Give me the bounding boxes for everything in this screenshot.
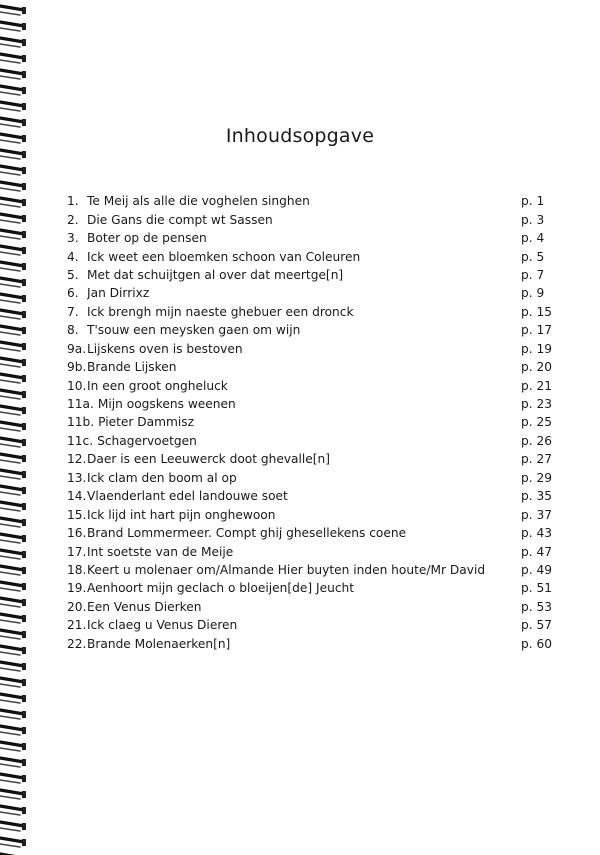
toc-entry-number: 13. (67, 470, 87, 485)
toc-entry-page: p. 9 (521, 286, 545, 301)
binding-coil (0, 486, 26, 495)
binding-coil (0, 502, 26, 511)
toc-entry (67, 376, 557, 394)
toc-entry-title: Ick clam den boom al op (87, 470, 237, 485)
toc-entry (67, 192, 557, 210)
toc-entry-title: Ick claeg u Venus Dieren (87, 618, 238, 633)
toc-entry-title: Brande Lijsken (87, 360, 177, 375)
binding-coil (0, 166, 26, 175)
toc-entry-title: Int soetste van de Meije (87, 544, 234, 559)
toc-entry-number: 14. (67, 489, 87, 504)
toc-entry-title: Mijn oogskens weenen (97, 397, 236, 412)
toc-entry (67, 229, 557, 247)
toc-entry-page: p. 60 (521, 636, 552, 651)
binding-coil (0, 86, 26, 95)
toc-entry-number: 21. (67, 618, 87, 633)
toc-entry-number: 12. (67, 452, 87, 467)
toc-entry-title: Ick brengh mijn naeste ghebuer een dronck (87, 304, 354, 319)
toc-entry-page: p. 57 (521, 618, 552, 633)
binding-coil (0, 630, 26, 639)
binding-coil (0, 470, 26, 479)
toc-entry-title: Met dat schuijtgen al over dat meertge[n] (87, 267, 344, 282)
toc-entry-number: 18. (67, 562, 87, 577)
toc-entry-number: 6. (67, 286, 79, 301)
binding-coil (0, 534, 26, 543)
toc-entry-page: p. 1 (521, 194, 545, 209)
binding-coil (0, 214, 26, 223)
binding-coil (0, 438, 26, 447)
binding-coil (0, 102, 26, 111)
toc-entry (67, 432, 557, 450)
toc-entry-page: p. 23 (521, 397, 552, 412)
toc-entry-page: p. 51 (521, 581, 552, 596)
toc-entry-page: p. 7 (521, 267, 545, 282)
toc-entry (67, 210, 557, 228)
toc-entry-number: 10. (67, 378, 87, 393)
binding-coil (0, 38, 26, 47)
binding-coil (0, 582, 26, 591)
binding-coil (0, 710, 26, 719)
toc-entry-title: Aenhoort mijn geclach o bloeijen[de] Jeucht (87, 581, 355, 596)
toc-entry-page: p. 35 (521, 489, 552, 504)
toc-entry (67, 340, 557, 358)
toc-entry-page: p. 5 (521, 249, 545, 264)
binding-coil (0, 358, 26, 367)
toc-entry-number: 11b. (67, 415, 95, 430)
toc-entry-title: Die Gans die compt wt Sassen (87, 212, 273, 227)
toc-entry-number: 17. (67, 544, 87, 559)
binding-coil (0, 694, 26, 703)
toc-entry (67, 321, 557, 339)
binding-coil (0, 454, 26, 463)
binding-coil (0, 230, 26, 239)
toc-entry (67, 579, 557, 597)
binding-coil (0, 726, 26, 735)
toc-entry-title: Pieter Dammisz (98, 415, 194, 430)
toc-entry-page: p. 15 (521, 304, 552, 319)
toc-entry (67, 598, 557, 616)
binding-coil (0, 150, 26, 159)
toc-entry-page: p. 3 (521, 212, 545, 227)
toc-entry-title: In een groot ongheluck (87, 378, 228, 393)
toc-entry-title: Een Venus Dierken (87, 599, 202, 614)
binding-coil (0, 406, 26, 415)
toc-entry-number: 7. (67, 304, 79, 319)
toc-entry (67, 450, 557, 468)
toc-entry (67, 635, 557, 653)
binding-coil (0, 838, 26, 847)
binding-coil (0, 278, 26, 287)
toc-entry-page: p. 19 (521, 341, 552, 356)
toc-entry-number: 2. (67, 212, 79, 227)
toc-entry-number: 9a. (67, 341, 87, 356)
toc-entry-number: 15. (67, 507, 87, 522)
binding-coil (0, 390, 26, 399)
toc-entry-title: Ick lijd int hart pijn onghewoon (87, 507, 276, 522)
toc-entry (67, 487, 557, 505)
toc-entry (67, 266, 557, 284)
binding-coil (0, 54, 26, 63)
binding-coil (0, 758, 26, 767)
page-title: Inhoudsopgave (225, 125, 375, 147)
toc-entry-title: Ick weet een bloemken schoon van Coleuren (87, 249, 361, 264)
toc-entry (67, 505, 557, 523)
binding-coil (0, 550, 26, 559)
toc-entry-page: p. 21 (521, 378, 552, 393)
toc-entry-number: 4. (67, 249, 79, 264)
toc-entry-number: 5. (67, 267, 79, 282)
toc-entry-page: p. 47 (521, 544, 552, 559)
toc-entry-page: p. 25 (521, 415, 552, 430)
toc-entry (67, 616, 557, 634)
binding-coil (0, 262, 26, 271)
binding-coil (0, 198, 26, 207)
toc-entry-number: 1. (67, 194, 79, 209)
toc-entry-number: 19. (67, 581, 87, 596)
toc-entry-number: 20. (67, 599, 87, 614)
toc-entry-page: p. 49 (521, 562, 552, 577)
binding-coil (0, 678, 26, 687)
toc-entry-page: p. 29 (521, 470, 552, 485)
toc-entry-title: Brand Lommermeer. Compt ghij ghesellekens coene (87, 526, 407, 541)
binding-coil (0, 342, 26, 351)
table-of-contents (67, 192, 557, 653)
toc-entry-title: Jan Dirrixz (87, 286, 150, 301)
toc-entry (67, 395, 557, 413)
toc-entry (67, 469, 557, 487)
toc-entry-number: 3. (67, 231, 79, 246)
toc-entry-page: p. 17 (521, 323, 552, 338)
toc-entry (67, 358, 557, 376)
toc-entry-page: p. 4 (521, 231, 545, 246)
binding-coil (0, 614, 26, 623)
binding-coil (0, 374, 26, 383)
toc-entry (67, 561, 557, 579)
toc-entry-title: Daer is een Leeuwerck doot ghevalle[n] (87, 452, 331, 467)
toc-entry (67, 284, 557, 302)
toc-entry (67, 413, 557, 431)
toc-entry-number: 11a. (67, 397, 94, 412)
binding-coil (0, 806, 26, 815)
binding-coil (0, 70, 26, 79)
binding-coil (0, 822, 26, 831)
binding-coil (0, 774, 26, 783)
toc-entry-title: Boter op de pensen (87, 231, 207, 246)
toc-entry-number: 9b. (67, 360, 87, 375)
toc-entry-title: Keert u molenaer om/Almande Hier buyten inden houte/Mr David (87, 562, 486, 577)
toc-entry-page: p. 37 (521, 507, 552, 522)
toc-entry-number: 8. (67, 323, 79, 338)
binding-coil (0, 566, 26, 575)
binding-coil (0, 790, 26, 799)
binding-coil (0, 422, 26, 431)
toc-entry-title: Brande Molenaerken[n] (87, 636, 231, 651)
binding-coil (0, 326, 26, 335)
binding-coil (0, 22, 26, 31)
toc-entry-page: p. 26 (521, 433, 552, 448)
binding-coil (0, 662, 26, 671)
toc-entry-title: Lijskens oven is bestoven (87, 341, 243, 356)
toc-entry-title: Vlaenderlant edel landouwe soet (87, 489, 288, 504)
toc-entry-page: p. 43 (521, 526, 552, 541)
binding-coil (0, 246, 26, 255)
toc-entry-number: 11c. (67, 433, 94, 448)
binding-coil (0, 182, 26, 191)
binding-coil (0, 646, 26, 655)
toc-entry (67, 303, 557, 321)
toc-entry-title: Te Meij als alle die voghelen singhen (87, 194, 310, 209)
toc-entry (67, 247, 557, 265)
binding-coil (0, 518, 26, 527)
binding-coil (0, 598, 26, 607)
toc-entry-number: 16. (67, 526, 87, 541)
toc-entry-number: 22. (67, 636, 87, 651)
binding-coil (0, 294, 26, 303)
toc-entry-page: p. 53 (521, 599, 552, 614)
toc-entry-page: p. 20 (521, 360, 552, 375)
binding-coil (0, 742, 26, 751)
toc-entry-page: p. 27 (521, 452, 552, 467)
toc-entry-title: T'souw een meysken gaen om wijn (87, 323, 301, 338)
toc-entry (67, 542, 557, 560)
binding-coil (0, 6, 26, 15)
toc-entry-title: Schagervoetgen (97, 433, 197, 448)
binding-coil (0, 310, 26, 319)
toc-entry (67, 524, 557, 542)
